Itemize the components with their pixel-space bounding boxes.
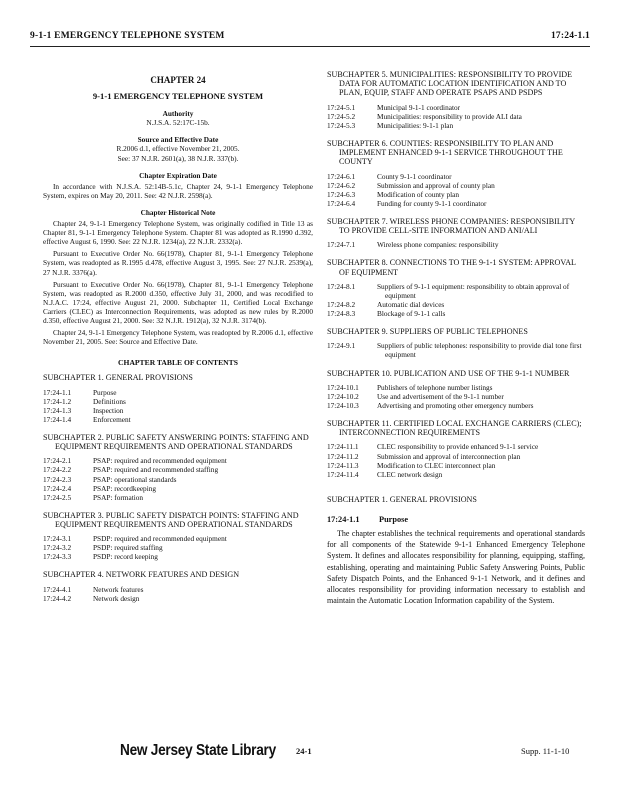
toc-entry — [327, 452, 585, 461]
purpose-title: Purpose — [379, 514, 409, 524]
toc-section-title: Wireless phone companies: responsibility — [377, 240, 499, 250]
page-footer — [0, 732, 618, 762]
source-heading: Source and Effective Date — [137, 135, 219, 145]
toc-section-title: CLEC responsibility to provide enhanced 9-1-1 service — [377, 442, 539, 452]
toc-section-number: 17:24-10.3 — [327, 400, 359, 410]
toc-entry — [43, 543, 313, 552]
toc-section-number: 17:24-5.1 — [327, 102, 356, 112]
toc-entry — [327, 392, 585, 401]
toc-entry — [43, 594, 313, 603]
library-watermark: New Jersey State Library — [120, 742, 276, 759]
toc-section-title: County 9-1-1 coordinator — [377, 171, 452, 181]
authority-text: N.J.S.A. 52:17C-15b. — [146, 118, 210, 128]
toc-section-title: Use and advertisement of the 9-1-1 number — [377, 391, 504, 401]
historical-paragraph: Pursuant to Executive Order No. 66(1978), Chapter 81, 9-1-1 Emergency Telephone System, was readopted as R.2000 d.350, effective July 31, 2000, and was recodified to N.J.A.C. 17:24, effective August 21, 2000. Subchapter 11, Certified Local Exchange Carriers (CLEC) as Interconnection Requirements, was adopted as new rules by R.2000 d.350, effective August 21, 2000. See: 32 N.J.R. 1912(a), 32 N.J.R. 3174(b). — [43, 279, 313, 325]
subchapter-title: SUBCHAPTER 4. NETWORK FEATURES AND DESIGN — [43, 570, 240, 580]
toc-section-number: 17:24-1.2 — [43, 396, 72, 406]
toc-section-number: 17:24-11.3 — [327, 460, 359, 470]
toc-section-number: 17:24-1.3 — [43, 405, 72, 415]
header-rule — [30, 46, 590, 47]
toc-entry — [327, 470, 585, 479]
toc-section-number: 17:24-2.3 — [43, 474, 72, 484]
subchapter-title: SUBCHAPTER 10. PUBLICATION AND USE OF THE 9-1-1 NUMBER — [327, 368, 570, 378]
toc-section-number: 17:24-6.4 — [327, 198, 356, 208]
toc-entry — [43, 493, 313, 502]
toc-section-list — [327, 383, 585, 410]
toc-section-number: 17:24-8.2 — [327, 299, 356, 309]
toc-section-list — [43, 456, 313, 501]
historical-paragraph: Chapter 24, 9-1-1 Emergency Telephone System, was readopted by R.2006 d.1, effective November 21, 2005. See: Source and Effective Date. — [43, 328, 313, 347]
toc-title: CHAPTER TABLE OF CONTENTS — [118, 358, 238, 368]
toc-section-title: Network features — [93, 584, 144, 594]
subchapter-title: SUBCHAPTER 8. CONNECTIONS TO THE 9-1-1 SYSTEM: APPROVAL OF EQUIPMENT — [327, 258, 576, 277]
toc-section-number: 17:24-2.4 — [43, 483, 72, 493]
toc-section-number: 17:24-4.2 — [43, 593, 72, 603]
toc-entry — [327, 112, 585, 121]
toc-section-number: 17:24-4.1 — [43, 584, 72, 594]
authority-heading: Authority — [162, 109, 194, 119]
subchapter-title: SUBCHAPTER 2. PUBLIC SAFETY ANSWERING POINTS: STAFFING AND EQUIPMENT REQUIREMENTS AND OPERATIONAL STANDARDS — [43, 432, 309, 452]
toc-section-list — [327, 103, 585, 130]
expiration-text: In accordance with N.J.S.A. 52:14B-5.1c, Chapter 24, 9-1-1 Emergency Telephone System, expires on May 20, 2011. See: 42 N.J.R. 2598(a). — [43, 181, 313, 200]
toc-section-number: 17:24-7.1 — [327, 240, 356, 250]
toc-section-title: Inspection — [93, 405, 124, 415]
subchapter-title: SUBCHAPTER 1. GENERAL PROVISIONS — [43, 373, 193, 383]
toc-section-number: 17:24-2.1 — [43, 456, 72, 466]
toc-section-list — [327, 282, 585, 318]
toc-entry — [327, 172, 585, 181]
toc-section-number: 17:24-9.1 — [327, 341, 356, 351]
toc-section-number: 17:24-3.2 — [43, 543, 72, 553]
toc-section-title: PSAP: required and recommended equipment — [93, 456, 227, 466]
subchapter-title: SUBCHAPTER 11. CERTIFIED LOCAL EXCHANGE CARRIERS (CLEC); INTERCONNECTION REQUIREMENTS — [327, 419, 582, 438]
subchapter-title: SUBCHAPTER 9. SUPPLIERS OF PUBLIC TELEPHONES — [327, 327, 528, 337]
historical-heading: Chapter Historical Note — [140, 207, 216, 217]
toc-section-title: Advertising and promoting other emergency numbers — [377, 400, 534, 410]
toc-entry — [43, 475, 313, 484]
toc-section-title: PSDP: record keeping — [93, 552, 158, 562]
toc-section-list — [327, 341, 585, 359]
toc-section-title: PSAP: required and recommended staffing — [93, 465, 219, 475]
toc-section-title: Publishers of telephone number listings — [377, 382, 493, 392]
toc-section-number: 17:24-5.2 — [327, 111, 356, 121]
toc-section-number: 17:24-3.1 — [43, 534, 72, 544]
toc-section-number: 17:24-10.1 — [327, 382, 359, 392]
historical-paragraph: Chapter 24, 9-1-1 Emergency Telephone System, was originally codified in Title 13 as Chapter 81, 9-1-1 Emergency Telephone System. Chapter 81 was adopted as R.1990 d.392, effective August 6, 1990. See: 22 N.J.R. 1234(a), 22 N.J.R. 2332(a). — [43, 219, 313, 247]
source-line: See: 37 N.J.R. 2601(a), 38 N.J.R. 337(b). — [117, 153, 239, 163]
toc-entry — [327, 240, 585, 249]
toc-section-number: 17:24-2.5 — [43, 492, 72, 502]
toc-section-title: Automatic dial devices — [377, 299, 445, 309]
toc-section-number: 17:24-10.2 — [327, 391, 359, 401]
purpose-heading — [327, 515, 585, 524]
toc-section-number: 17:24-2.2 — [43, 465, 72, 475]
header-section-number: 17:24-1.1 — [550, 31, 590, 41]
running-header — [30, 31, 590, 47]
source-line: R.2006 d.1, effective November 21, 2005. — [116, 144, 240, 154]
toc-section-number: 17:24-5.3 — [327, 120, 356, 130]
toc-section-title: Blockage of 9-1-1 calls — [377, 309, 446, 319]
subchapter-title: SUBCHAPTER 5. MUNICIPALITIES: RESPONSIBILITY TO PROVIDE DATA FOR AUTOMATIC LOCATION IDENTIFICATION AND TO PLAN, EQUIP, STAFF AND OPERATE PSAPS AND PSDPS — [327, 70, 573, 98]
toc-entry — [327, 309, 585, 318]
toc-section-title: Suppliers of public telephones: responsibility to provide dial tone first equipment — [377, 341, 582, 360]
toc-entry — [327, 190, 585, 199]
toc-entry — [43, 415, 313, 424]
purpose-text: The chapter establishes the technical requirements and operational standards for all components of the Statewide 9-1-1 Enhanced Emergency Telephone System. It defines and allocates responsibility for planning, equipping, staffing, establishing, operating and maintaining Public Safety Answering Points, Public Safety Dispatch Points, and the Enhanced 9-1-1 Network, and it defines and allocates responsibility for providing information necessary to establish and maintain the Automatic Location Information capability of the System. — [327, 529, 585, 606]
toc-section-list — [43, 585, 313, 603]
section-heading: SUBCHAPTER 1. GENERAL PROVISIONS — [327, 494, 477, 504]
toc-section-list — [327, 442, 585, 478]
right-column — [327, 70, 585, 614]
toc-entry — [327, 401, 585, 410]
toc-section-title: Submission and approval of county plan — [377, 180, 495, 190]
toc-section-title: Modification to CLEC interconnect plan — [377, 460, 496, 470]
toc-entry — [43, 388, 313, 397]
toc-section-title: Municipalities: responsibility to provide ALI data — [377, 111, 522, 121]
toc-section-title: Modification of county plan — [377, 189, 460, 199]
toc-section-title: CLEC network design — [377, 469, 443, 479]
toc-section-number: 17:24-11.1 — [327, 442, 359, 452]
toc-section-number: 17:24-8.3 — [327, 309, 356, 319]
toc-section-list — [43, 388, 313, 424]
toc-section-title: Municipal 9-1-1 coordinator — [377, 102, 461, 112]
toc-section-list — [327, 172, 585, 208]
subchapter-title: SUBCHAPTER 7. WIRELESS PHONE COMPANIES: RESPONSIBILITY TO PROVIDE CELL-SITE INFORMATION AND ANI/ALI — [327, 216, 575, 236]
toc-section-title: PSAP: recordkeeping — [93, 483, 157, 493]
toc-entry — [327, 300, 585, 309]
toc-section-title: Definitions — [93, 396, 126, 406]
toc-entry — [43, 465, 313, 474]
toc-entry — [327, 103, 585, 112]
toc-section-title: Submission and approval of interconnection plan — [377, 451, 521, 461]
toc-section-number: 17:24-1.1 — [43, 387, 72, 397]
chapter-number: CHAPTER 24 — [150, 75, 206, 85]
toc-section-title: PSDP: required staffing — [93, 543, 163, 553]
toc-section-title: Purpose — [93, 387, 117, 397]
toc-section-number: 17:24-6.1 — [327, 171, 356, 181]
toc-entry — [327, 383, 585, 392]
toc-section-number: 17:24-11.2 — [327, 451, 359, 461]
chapter-title: 9-1-1 EMERGENCY TELEPHONE SYSTEM — [92, 91, 264, 102]
toc-section-title: Suppliers of 9-1-1 equipment: responsibility to obtain approval of equipment — [377, 281, 570, 300]
toc-section-title: PSAP: operational standards — [93, 474, 177, 484]
toc-right — [327, 70, 585, 479]
toc-entry — [43, 397, 313, 406]
toc-entry — [327, 282, 585, 300]
toc-section-number: 17:24-8.1 — [327, 281, 356, 291]
toc-section-number: 17:24-11.4 — [327, 469, 359, 479]
expiration-heading: Chapter Expiration Date — [139, 170, 217, 180]
purpose-section-number: 17:24-1.1 — [327, 514, 360, 524]
toc-entry — [327, 121, 585, 130]
header-title: 9-1-1 EMERGENCY TELEPHONE SYSTEM — [30, 31, 225, 41]
toc-section-number: 17:24-3.3 — [43, 552, 72, 562]
toc-entry — [43, 585, 313, 594]
toc-section-number: 17:24-1.4 — [43, 414, 72, 424]
toc-section-title: Enforcement — [93, 414, 131, 424]
subchapter-title: SUBCHAPTER 3. PUBLIC SAFETY DISPATCH POINTS: STAFFING AND EQUIPMENT REQUIREMENTS AND OPERATIONAL STANDARDS — [43, 510, 299, 529]
toc-section-list — [327, 240, 585, 249]
toc-entry — [43, 484, 313, 493]
toc-section-title: Municipalities: 9-1-1 plan — [377, 120, 454, 130]
toc-entry — [43, 406, 313, 415]
page-number: 24-1 — [296, 746, 312, 756]
toc-entry — [327, 181, 585, 190]
left-column — [43, 70, 313, 603]
toc-section-number: 17:24-6.3 — [327, 189, 356, 199]
supplement-date: Supp. 11-1-10 — [521, 746, 570, 756]
toc-section-title: Funding for county 9-1-1 coordinator — [377, 198, 487, 208]
toc-section-title: PSAP: formation — [93, 492, 144, 502]
toc-left — [43, 373, 313, 603]
toc-entry — [327, 442, 585, 451]
toc-entry — [43, 534, 313, 543]
toc-entry — [327, 199, 585, 208]
toc-section-number: 17:24-6.2 — [327, 180, 356, 190]
toc-section-list — [43, 534, 313, 561]
toc-entry — [327, 341, 585, 359]
toc-section-title: Network design — [93, 593, 140, 603]
historical-paragraph: Pursuant to Executive Order No. 66(1978), Chapter 81, 9-1-1 Emergency Telephone System, was readopted as R.1995 d.478, effective August 3, 1995. See: 27 N.J.R. 2539(a), 27 N.J.R. 3376(a). — [43, 249, 313, 277]
toc-entry — [327, 461, 585, 470]
toc-entry — [43, 456, 313, 465]
toc-section-title: PSDP: required and recommended equipment — [93, 534, 227, 544]
toc-entry — [43, 552, 313, 561]
subchapter-title: SUBCHAPTER 6. COUNTIES: RESPONSIBILITY TO PLAN AND IMPLEMENT ENHANCED 9-1-1 SERVICE THROUGHOUT THE COUNTY — [327, 138, 563, 167]
